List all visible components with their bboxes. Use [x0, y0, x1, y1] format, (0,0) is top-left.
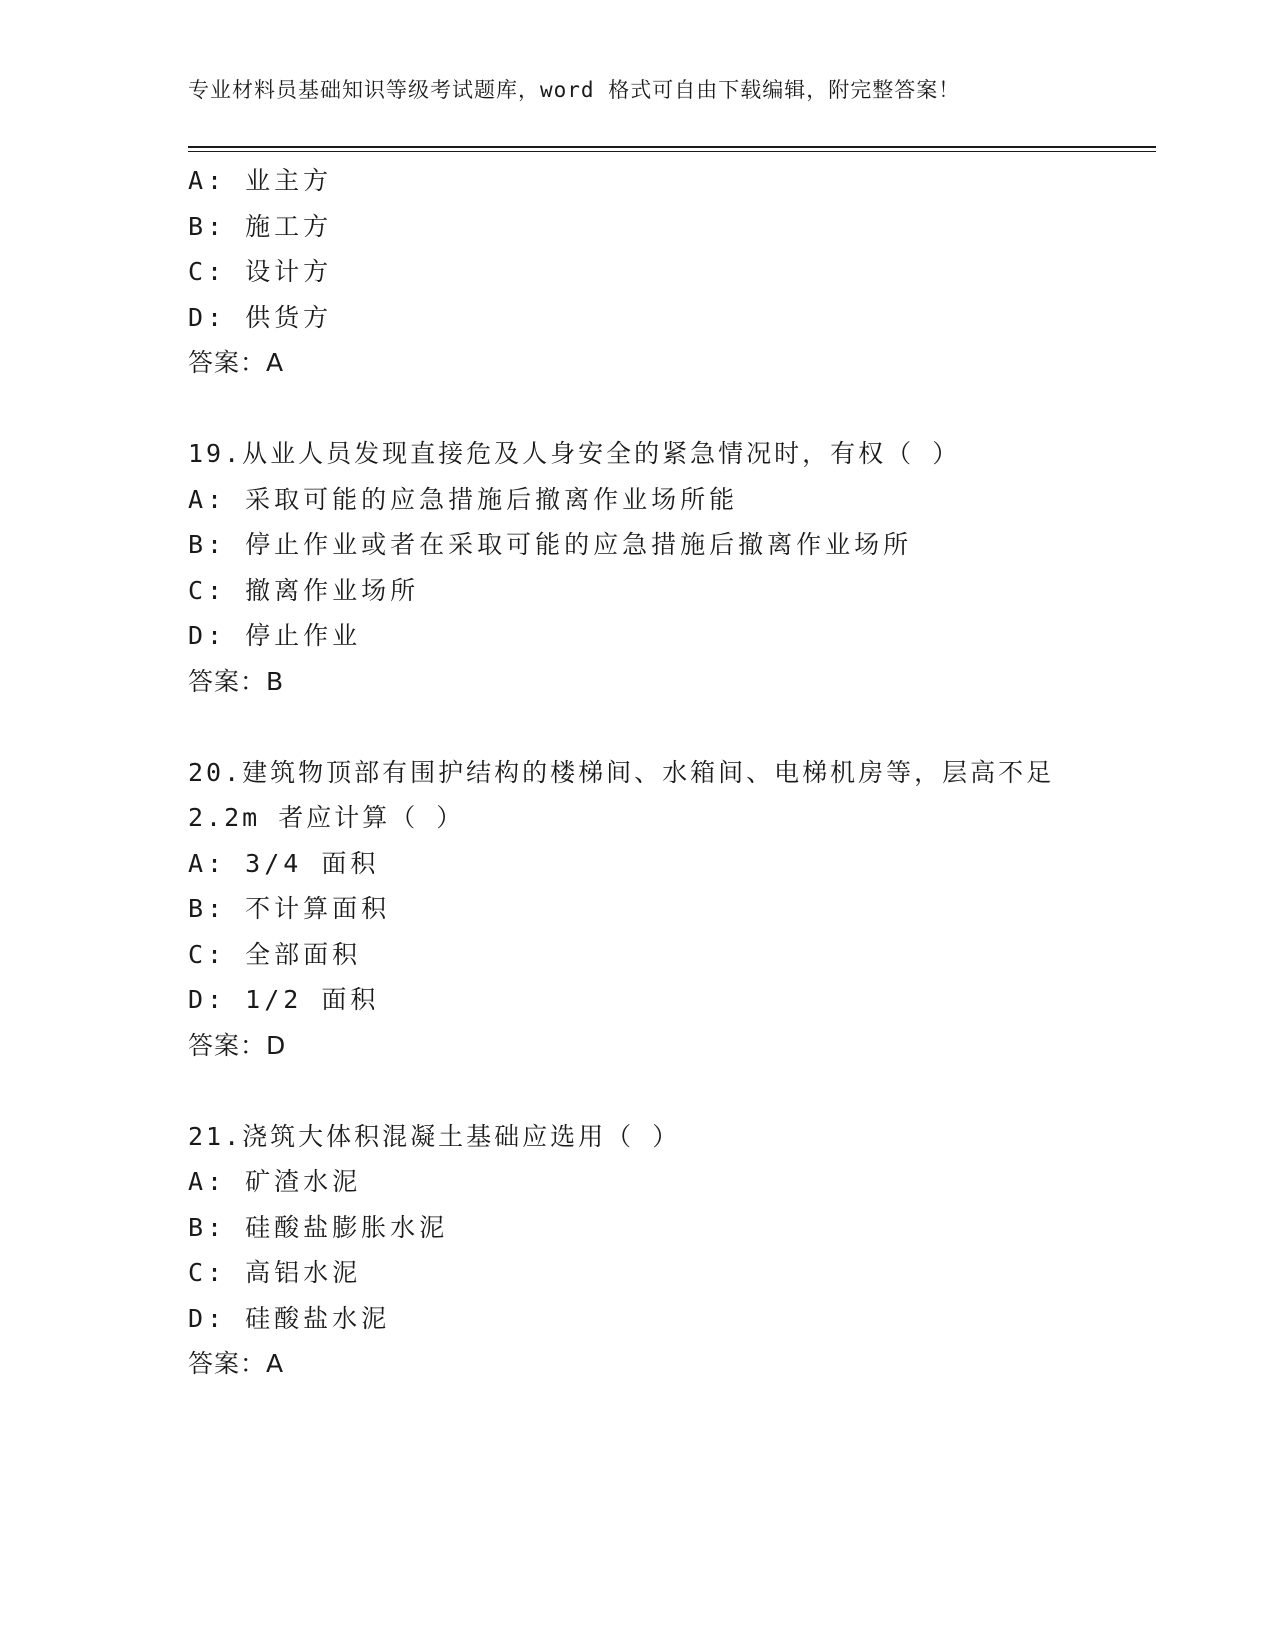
answer-line: 答案：A — [188, 1349, 285, 1378]
spacer — [188, 1068, 1156, 1114]
option-b: B: 不计算面积 — [188, 894, 391, 923]
document-body — [188, 158, 1156, 1387]
option-c: C: 全部面积 — [188, 939, 362, 969]
page-header: 专业材料员基础知识等级考试题库，word 格式可自由下载编辑，附完整答案！ — [188, 78, 961, 102]
option-b: B: 停止作业或者在采取可能的应急措施后撤离作业场所 — [188, 530, 913, 559]
question-block-18 — [188, 158, 1156, 386]
answer-line: 答案：A — [188, 348, 285, 377]
answer-line: 答案：B — [188, 666, 285, 696]
option-d: D: 1/2 面积 — [188, 985, 380, 1014]
option-c: C: 撤离作业场所 — [188, 575, 420, 605]
question-stem: 20.建筑物顶部有围护结构的楼梯间、水箱间、电梯机房等，层高不足 — [188, 757, 1055, 787]
question-stem: 21.浇筑大体积混凝土基础应选用（ ） — [188, 1121, 681, 1151]
option-d: D: 停止作业 — [188, 621, 362, 650]
question-stem-continued: 2.2m 者应计算（ ） — [188, 803, 465, 832]
option-d: D: 供货方 — [188, 302, 333, 332]
header-rule — [188, 146, 1156, 152]
question-block-21 — [188, 1114, 1156, 1387]
question-block-19 — [188, 431, 1156, 704]
option-a: A: 3/4 面积 — [188, 848, 380, 878]
answer-line: 答案：D — [188, 1030, 287, 1060]
spacer — [188, 704, 1156, 750]
question-stem: 19.从业人员发现直接危及人身安全的紧急情况时，有权（ ） — [188, 439, 961, 468]
option-c: C: 设计方 — [188, 257, 333, 286]
option-d: D: 硅酸盐水泥 — [188, 1303, 391, 1333]
option-a: A: 采取可能的应急措施后撤离作业场所能 — [188, 484, 739, 514]
option-c: C: 高铝水泥 — [188, 1258, 362, 1287]
option-a: A: 矿渣水泥 — [188, 1167, 362, 1196]
question-block-20 — [188, 750, 1156, 1069]
option-a: A: 业主方 — [188, 166, 333, 195]
option-b: B: 施工方 — [188, 211, 333, 241]
option-b: B: 硅酸盐膨胀水泥 — [188, 1212, 449, 1242]
spacer — [188, 386, 1156, 432]
